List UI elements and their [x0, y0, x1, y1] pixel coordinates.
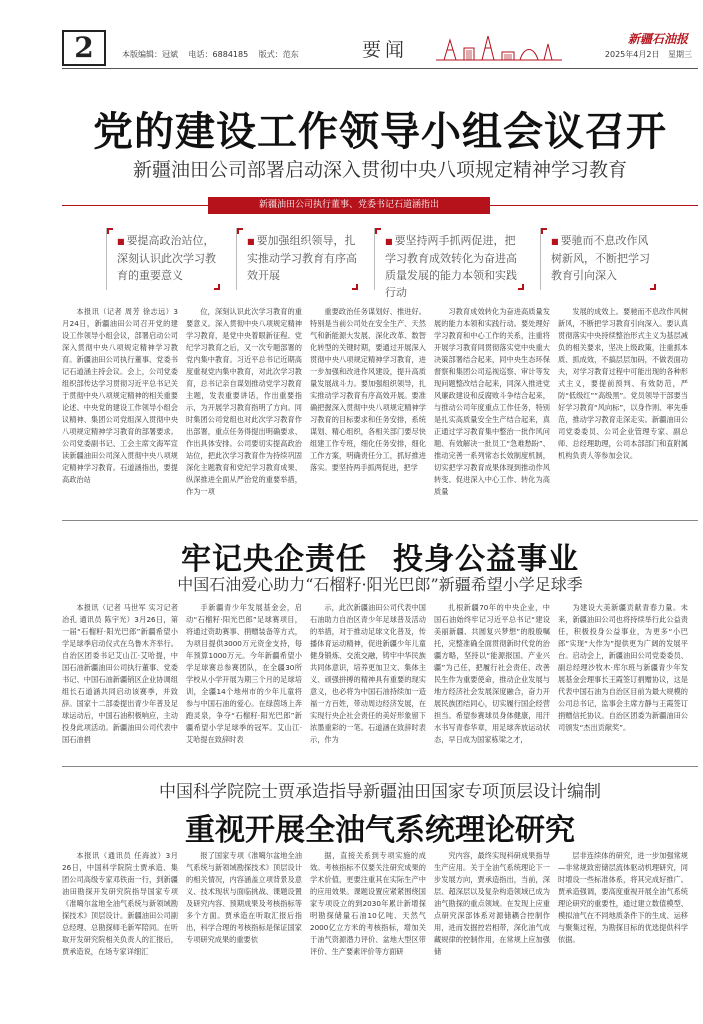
article2-column-1: 本报讯（记者 马世军 实习记者 冶孔 通讯员 陈宇光）3月26日，第一届“石榴籽·阳光巴郎”新疆希望小学足球季启动仪式在乌鲁木齐举行。自治区团委书记艾山江·艾哈提，中国石油新疆油田公司执行董事、党委书记、中国石油新疆销区企业协调组组长石道涵共同启动该赛季，并致辞。国家十二部委提出青少年普及足球运动后，中国石油积极响应，主动投身此项活动。新疆油田公司代表中国石油捐 — [62, 603, 178, 744]
article1-column-3: 重要政治任务谋划好、推进好。特别是当前公司处在安全生产、天然气和新能源大发展、深化改革、数智化转型的关键时期，要通过开展深入贯彻中央八项规定精神学习教育，进一步加强和改进作风建设，提升高质量发展战斗力。要加强组织领导，扎实推动学习教育有序高效开展。要准确把握深入贯彻中央八项规定精神学习教育的目标要求和任务安排，系统谋划、精心组织，各相关部门要尽快组建工作专班，细化任务安排，细化工作方案，明确责任分工，抓好推进落实。要坚持两手抓两促进，把学 — [310, 307, 426, 472]
editor-label: 本版编辑：冠斌 — [122, 50, 178, 59]
article3-headline: 重视开展全油气系统理论研究 — [185, 813, 575, 848]
callout-text: 要加强组织领导，扎实推动学习教育有序高效开展 — [247, 234, 357, 282]
article1-column-5: 发展的成效上。要驰而不息改作风树新风，不断把学习教育引向深入。要认真贯彻落实中央持续整治形式主义为基层减负的相关要求，坚决上级政策，注重抓本质、抓成效，不搞层层加码，不做表面功夫，对学习教育过程中可能出现的各种形式主义，要提前预判、有效防范，严防“低级红”“高级黑”。党员领导干部要当好学习教育“风向标”，以身作则、率先垂范，推动学习教育走深走实。新疆油田公司党委委员、公司企业管理专家、副总师、总经理助理，公司本部部门和直附属机构负责人等参加会议。 — [558, 307, 688, 460]
article1-banner: 新疆油田公司执行董事、党委书记石道涵指出 — [208, 197, 490, 214]
article2-headline-part2: 投身公益事业 — [393, 542, 579, 577]
article3-column-2: 报了国家专项《准噶尔盆地全油气系统与新领域勘探技术》顶层设计的相关情况，内容涵盖立项背景及意义、技术现状与面临挑战、课题设置及研究内容、预期成果及考核指标等多个方面。贾承造在听取汇报后指出，科学合理的考核指标是保证国家专项研究成果的重要依 — [186, 851, 302, 944]
masthead — [62, 30, 698, 66]
newspaper-logo: 新疆石油报 — [627, 32, 688, 46]
section-title: 要闻 — [362, 39, 409, 61]
phone-label: 电话：6884185 — [188, 50, 249, 59]
article2-column-5: 为建设大美新疆贡献青春力量。未来，新疆油田公司也将持续举行此公益责任，积极投身公益事业，为更多“小巴郎”实现“大作为”提供更为广阔的发展平台。启动会上，新疆油田公司党委委员、副总经理沙牧木·库尔班与新疆青少年发展基金会理事长王霞签订捐赠协议，这是代表中国石油为自治区目前为最大规模的公司总书记，监事会主席方静与王霞签订捐赠信托协议。自治区团委为新疆油田公司颁发“杰出贡献奖”。 — [558, 603, 688, 732]
article2-headline-part1: 牢记央企责任 — [181, 542, 367, 577]
weekday-text: 星期三 — [668, 50, 692, 59]
article1-column-1: 本报讯（记者 周芳 徐志远）3月24日，新疆油田公司召开党的建设工作领导小组会议，部署启动公司深入贯彻中央八项规定精神学习教育。新疆油田公司执行董事、党委书记石道涵主持会议。会上，公司党委组织部传达学习贯彻习近平总书记关于贯彻中央八项规定精神的相关重要论述、中央党的建设工作领导小组会议精神、集团公司党组深入贯彻中央八项规定精神学习教育的部署要求。公司党委副书记、工会主席文海军宣读新疆油田公司深入贯彻中央八项规定精神学习教育。石道涵指出，要提高政治站 — [62, 307, 178, 484]
callout-text: 要驰而不息改作风树新风，不断把学习教育引向深入 — [551, 234, 650, 282]
article2-column-3: 示，此次新疆油田公司代表中国石油助力自治区青少年足球普及活动的举措，对于推动足球文化普及，传播体育运动精神，促进新疆少年儿童健身锻炼、交流交融，铸牢中华民族共同体意识，培养更加卫文、集体主义、顽强拼搏的精神具有重要的现实意义，也必将为中国石油持续加一造福一方百姓，带动周边经济发展，在实现行央企社会责任的美好形象留下浓墨重彩的一笔。石道涵在致辞时表示，作为 — [310, 603, 426, 744]
article1-column-2: 位，深刻认识此次学习教育的重要意义。深入贯彻中央八项规定精神学习教育，是党中央着眼新征程、党纪学习教育之后，又一次专题部署的党内集中教育。习近平总书记近期高度重视党内集中教育，对此次学习教育，总书记亲自谋划推动党学习教育主题，发表重要讲话，作出重要指示，为开展学习教育指明了方向。同时集团公司党组也对此次学习教育作出部署，重点任务得提出明确要求、作出具体安排。公司要切实提高政治站位，把此次学习教育作为持续巩固深化主题教育和党纪学习教育成果、纵深推进全面从严治党的重要举措，作为一项 — [186, 307, 302, 496]
article2-column-2: 手新疆青少年发展基金会，启动“石榴籽·阳光巴郎”足球赛项目，将通过资助赛事、捐赠装备等方式，为项目提供3000万元资金支持，每年预算1000万元。今年新疆希望小学足球赛总参赛团队，在全疆30所学校从小学开展为期三个月的足球培训，全疆14个地州市的少年儿童将参与中国石油的爱心。在绿茵场上奔跑灵泉，争夺“石榴籽·阳光巴郎”新疆希望小学足球季的冠军。艾山江·艾哈提在致辞时表 — [186, 603, 302, 744]
callout-text: 要提高政治站位，深刻认识此次学习教育的重要意义 — [117, 234, 216, 282]
article-divider — [62, 766, 698, 767]
article3-pre-headline: 中国科学院院士贾承造指导新疆油田国家专项顶层设计编制 — [159, 782, 601, 802]
callout-text: 要坚持两手抓两促进，把学习教育成效转化为奋进高质量发展的能力本领和实践行动 — [385, 234, 517, 299]
page-number: 2 — [62, 30, 106, 66]
article3-column-1: 本报讯（通讯员 任海波）3月26日，中国科学院院士贾承造、集团公司高级专家邓铁南一行，到新疆油田勘探开发研究院指导国家专项《准噶尔盆地全油气系统与新领域勘探技术》顶层设计。新疆油田公司副总经理、总勘探师毛新军陪同。在听取开发研究院相关负责人的汇报后，贾承造说，在场专家详细汇 — [62, 851, 178, 956]
bullet-icon: ■ — [117, 237, 125, 246]
callout-3 — [374, 228, 524, 299]
article2-column-4: 扎根新疆70年的中央企业，中国石油始终牢记习近平总书记“建设美丽新疆、共圆复兴梦想”的殷殷嘱托，完整准确全面贯彻新时代党的治疆方略，坚持以“能源报国、产业兴疆”为己任，把履行社会责任、改善民生作为重要使命，推动企业发展与地方经济社会发展深度融合，奋力开展民族团结同心，切实履行国企经营担当。希望参赛球员身体健康，用汗水书写青春华章，用足球奔放运动状态，早日成为国家栋梁之才， — [434, 603, 550, 744]
layout-label: 版式：范东 — [258, 50, 299, 59]
article1-subheadline: 新疆油田公司部署启动深入贯彻中央八项规定精神学习教育 — [132, 159, 627, 181]
bullet-icon: ■ — [247, 237, 255, 246]
article2-subheadline: 中国石油爱心助力“石榴籽·阳光巴郎”新疆希望小学足球季 — [177, 575, 583, 594]
oil-skyline-icon — [434, 32, 564, 62]
article1-column-4: 习教育成效转化为奋进高质量发展的能力本领和实践行动。要处理好学习教育和中心工作的关系，注重将开展学习教育同贯彻落实党中央重大决策部署结合起来，同中央生态环保督察和集团公司巡视巡察、审计等发现问题整改结合起来，同深入推进党风廉政建设和反腐败斗争结合起来，与推动公司年度重点工作任务，特别是扎实高质量安全生产结合起来，真正通过学习教育集中整治一批作风问题、有效解决一批员工“急难愁盼”、推动完善一系列常态长效制度机制，切实把学习教育成果体现到推动作风转变、促进深入中心工作、转化为高质量 — [434, 307, 550, 496]
article3-column-4: 究内容，最终实现科研成果指导生产应用。关于全油气系统理论下一步发展方向，贾承造指出，当前，深层、超深层以及复杂构造领域已成为油气勘探的重点领域。在发现上应重点研究深部体系对源储耦合控制作用，进而发掘控岩相带，深化油气成藏规律的控制作用，在常规上应加强储 — [434, 851, 550, 956]
bullet-icon: ■ — [551, 237, 559, 246]
callout-4 — [540, 228, 656, 290]
article1-headline: 党的建设工作领导小组会议召开 — [93, 109, 667, 155]
masthead-rule — [62, 68, 698, 69]
callout-2 — [236, 228, 358, 290]
date-text: 2025年4月2日 — [604, 50, 660, 59]
article3-column-3: 据，直接关系到专项实施的成效。考核指标不仅要关注研究成果的学术价值，更要注重其在实际生产中的应用效果。课题设置应紧紧围绕国家专项设立的到2030年累计新增探明勘探储量石油10亿吨、天然气2000亿立方米的考核指标，增加关于油气资源潜力评价、盆地大型区带评价、生产要素评价等方面研 — [310, 851, 426, 956]
editorial-info — [122, 49, 307, 60]
article3-column-5: 层非连续体的研究，进一步加强常规—非常规致密储层流体驱动机理研究，同时增设一些标准体系，将其完成好推广。贾承造强调，要高度重视开展全油气系统理论研究的重要性，通过建立数值模型、模拟油气在不同地质条件下的生成、运移与聚集过程，为勘探目标的优选提供科学依据。 — [558, 851, 688, 944]
issue-date — [599, 49, 692, 60]
article-divider — [62, 520, 698, 521]
bullet-icon: ■ — [385, 237, 393, 246]
callout-1 — [106, 228, 220, 290]
